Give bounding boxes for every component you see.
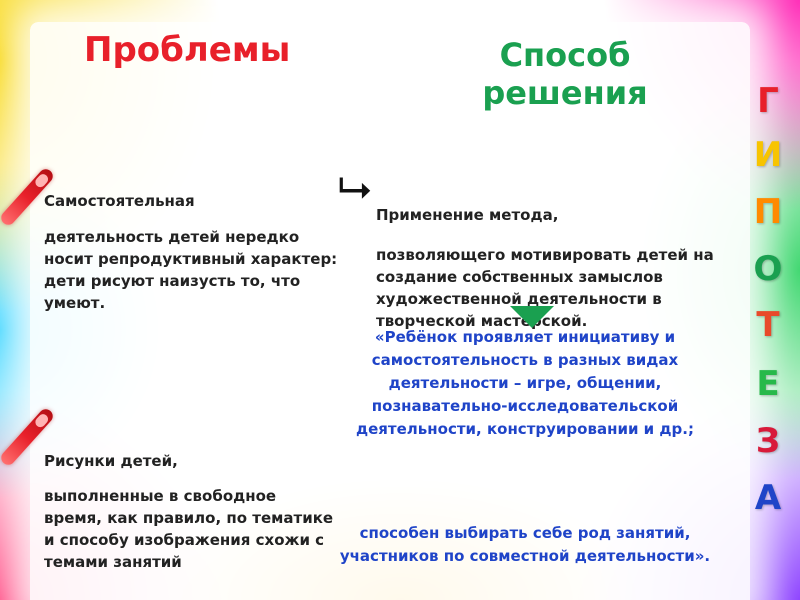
solution-title: Способ решения [482,36,648,113]
right-arrow-box-icon: ⮡ [338,163,372,212]
method-lead: Применение метода, [376,206,559,224]
problem-1-body: деятельность детей нередко носит репродуктивный характер: дети рисуют наизусть то, что умеют. [44,228,338,312]
hypothesis-paragraph-2: способен выбирать себе род занятий, участников по совместной деятельности». [339,524,711,565]
problem-2-body: выполненные в свободное время, как правило, по тематике и способу изображения схожи с темами занятий [44,487,334,571]
problem-1-lead: Самостоятельная [44,192,195,210]
hypothesis-letter: О [753,249,783,289]
hypothesis-letter: Е [756,364,780,404]
hypothesis-paragraph-1: «Ребёнок проявляет инициативу и самостоятельность в разных видах деятельности – игре, общении, познавательно-исследовательской деятельности, конструировании и др.; [356,328,694,438]
method-body: позволяющего мотивировать детей на создание собственных замыслов художественной деятельности в творческой мастерской. [376,246,714,330]
hypothesis-letter: Т [756,305,780,345]
problems-title: Проблемы [84,30,291,70]
hypothesis-letter: А [754,478,782,518]
problem-2-lead: Рисунки детей, [44,452,178,470]
hypothesis-letter: И [753,135,783,175]
green-down-chevron-icon [510,306,554,328]
hypothesis-letter: З [755,421,781,461]
hypothesis-letter: П [753,192,783,232]
hypothesis-letter: Г [757,81,779,121]
